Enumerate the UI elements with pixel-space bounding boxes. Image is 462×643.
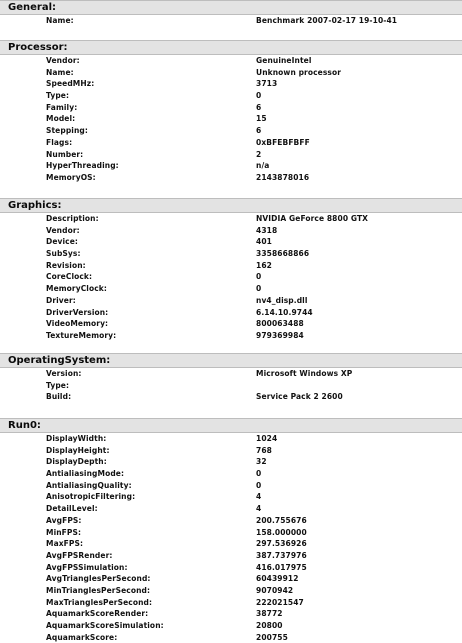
field-label: DisplayDepth: [46,457,107,467]
field-value: Benchmark 2007-02-17 19-10-41 [256,16,398,25]
field-label: TextureMemory: [46,330,117,340]
list-item [0,213,462,225]
rows-run0 [0,433,462,643]
field-value: 2 [256,149,262,159]
field-value: 0 [256,91,262,101]
field-label: MemoryClock: [46,284,107,294]
section-header-general: General: [0,0,462,15]
section-run0 [0,418,462,643]
field-label: Family: [46,102,78,112]
section-general [0,0,462,27]
list-item [0,433,462,445]
field-value: 0xBFEBFBFF [256,137,310,147]
field-value: 0 [256,469,262,479]
field-value: 1024 [256,434,278,443]
section-graphics [0,198,462,342]
list-item [0,503,462,515]
field-value: 20800 [256,621,283,630]
rows-graphics [0,213,462,342]
section-header-processor: Processor: [0,40,462,55]
list-item [0,491,462,503]
list-item [0,260,462,272]
list-item [0,90,462,102]
field-value: nv4_disp.dll [256,295,308,305]
field-label: Device: [46,237,79,247]
field-label: DetailLevel: [46,504,98,514]
list-item [0,149,462,161]
field-value: 401 [256,237,272,247]
field-value: 158.000000 [256,527,307,537]
field-label: MinFPS: [46,527,82,537]
field-value: 297.536926 [256,539,307,549]
field-value: Unknown processor [256,67,342,77]
field-value: 4 [256,504,262,514]
field-value: 3713 [256,79,278,89]
list-item [0,632,462,643]
field-value: 6 [256,102,262,112]
field-value: 3358668866 [256,249,310,259]
field-label: Stepping: [46,126,88,136]
field-value: 222021547 [256,597,304,607]
field-value: Service Pack 2 2600 [256,392,343,402]
list-item [0,380,462,392]
field-label: Version: [46,369,82,378]
field-value: 0 [256,284,262,294]
list-item [0,480,462,492]
field-label: VideoMemory: [46,319,109,329]
field-label: Driver: [46,295,76,305]
list-item [0,456,462,468]
field-value: 387.737976 [256,550,307,560]
field-value: 768 [256,445,272,455]
list-item [0,515,462,527]
list-item [0,15,462,27]
field-label: Type: [46,380,70,390]
list-item [0,137,462,149]
field-label: MinTrianglesPerSecond: [46,585,151,595]
list-item [0,248,462,260]
field-value: 38772 [256,609,283,619]
field-value: Microsoft Windows XP [256,369,353,378]
field-label: AvgFPSSimulation: [46,562,128,572]
field-label: MemoryOS: [46,172,96,182]
list-item [0,468,462,480]
field-label: AntialiasingMode: [46,469,125,479]
list-item [0,527,462,539]
list-item [0,55,462,67]
field-label: Model: [46,114,76,124]
field-value: 4 [256,492,262,502]
list-item [0,113,462,125]
list-item [0,78,462,90]
field-label: Name: [46,67,74,77]
list-item [0,368,462,380]
section-processor [0,40,462,184]
field-value: 32 [256,457,267,467]
list-item [0,597,462,609]
field-value: 15 [256,114,267,124]
field-label: AvgFPSRender: [46,550,113,560]
field-label: CoreClock: [46,272,93,282]
list-item [0,330,462,342]
list-item [0,295,462,307]
field-label: AquamarkScoreSimulation: [46,621,164,630]
field-value: 4318 [256,225,278,235]
field-label: MaxTrianglesPerSecond: [46,597,153,607]
list-item [0,283,462,295]
field-value: n/a [256,161,270,171]
field-value: GenuineIntel [256,56,312,65]
list-item [0,125,462,137]
rows-operating-system [0,368,462,403]
field-label: MaxFPS: [46,539,84,549]
list-item [0,225,462,237]
field-value: 416.017975 [256,562,307,572]
list-item [0,102,462,114]
list-item [0,538,462,550]
field-value: NVIDIA GeForce 8800 GTX [256,214,369,223]
field-label: Number: [46,149,84,159]
field-value: 6 [256,126,262,136]
field-value: 9070942 [256,585,294,595]
list-item [0,271,462,283]
section-header-operating-system: OperatingSystem: [0,353,462,368]
field-value: 979369984 [256,330,304,340]
field-label: Type: [46,91,70,101]
field-label: Vendor: [46,56,80,65]
list-item [0,585,462,597]
field-label: DriverVersion: [46,307,109,317]
field-label: Vendor: [46,225,80,235]
list-item [0,391,462,403]
field-value: 0 [256,480,262,490]
field-value: 200755 [256,632,288,642]
field-value: 162 [256,260,272,270]
field-label: SubSys: [46,249,81,259]
list-item [0,318,462,330]
list-item [0,307,462,319]
field-label: Build: [46,392,72,402]
section-header-graphics: Graphics: [0,198,462,213]
field-label: AquamarkScore: [46,632,118,642]
field-label: AquamarkScoreRender: [46,609,149,619]
field-label: Revision: [46,260,86,270]
field-value: 800063488 [256,319,304,329]
field-label: Name: [46,16,74,25]
list-item [0,550,462,562]
field-label: DisplayWidth: [46,434,107,443]
field-label: HyperThreading: [46,161,119,171]
field-value: 0 [256,272,262,282]
list-item [0,608,462,620]
list-item [0,620,462,632]
field-label: DisplayHeight: [46,445,110,455]
field-value: 6.14.10.9744 [256,307,313,317]
field-label: SpeedMHz: [46,79,95,89]
list-item [0,236,462,248]
list-item [0,160,462,172]
list-item [0,172,462,184]
field-value: 200.755676 [256,515,307,525]
field-label: Description: [46,214,99,223]
list-item [0,445,462,457]
field-label: AnisotropicFiltering: [46,492,136,502]
list-item [0,573,462,585]
section-operating-system [0,353,462,403]
rows-processor [0,55,462,184]
field-value: 2143878016 [256,172,310,182]
rows-general [0,15,462,27]
field-value: 60439912 [256,574,299,584]
field-label: AvgFPS: [46,515,82,525]
list-item [0,562,462,574]
field-label: AntialiasingQuality: [46,480,132,490]
field-label: AvgTrianglesPerSecond: [46,574,151,584]
field-label: Flags: [46,137,73,147]
section-header-run0: Run0: [0,418,462,433]
list-item [0,67,462,79]
